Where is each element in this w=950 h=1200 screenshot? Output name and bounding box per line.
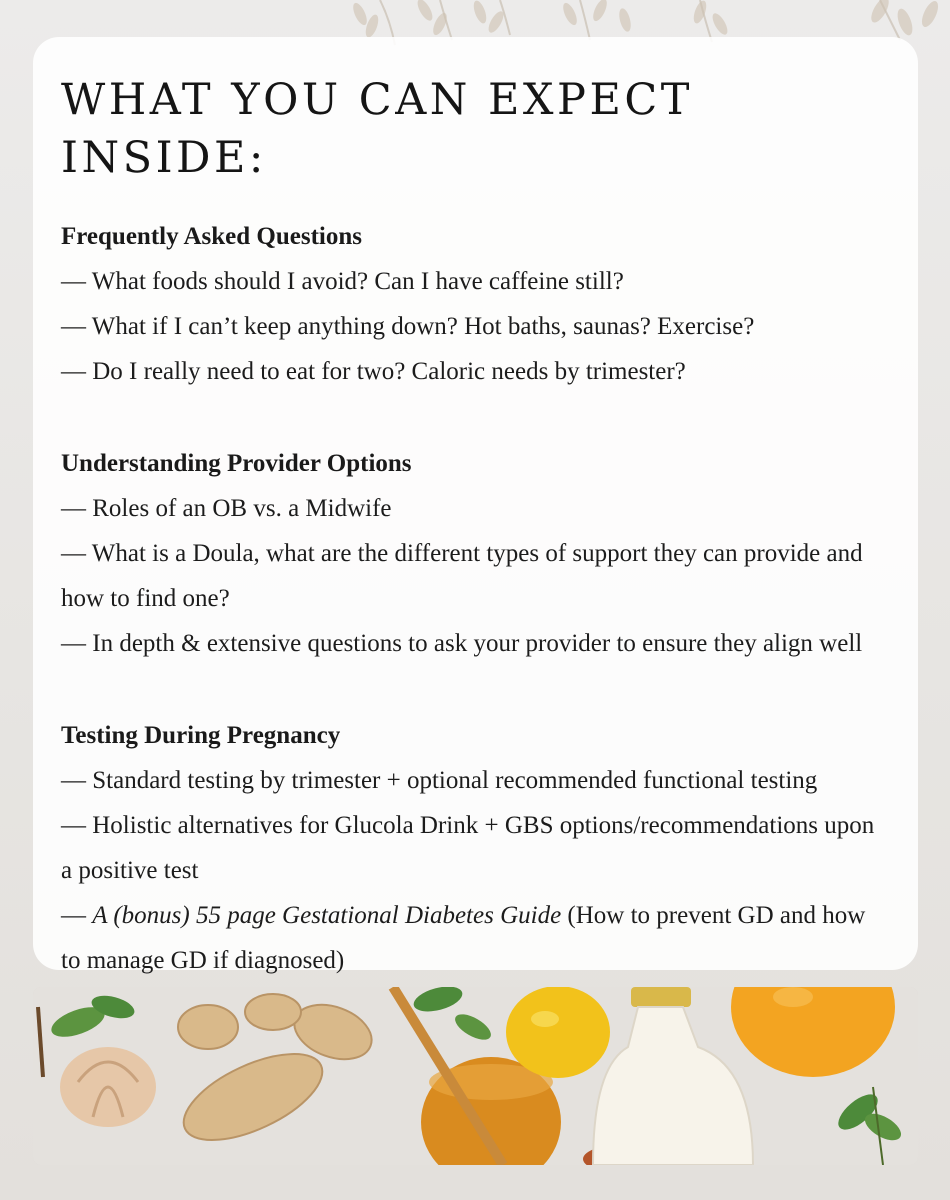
list-item: — What is a Doula, what are the different types of support they can provide and how to find one?: [61, 540, 863, 612]
content-card: [33, 37, 918, 974]
section-heading: Testing During Pregnancy: [61, 722, 341, 749]
bonus-prefix: —: [61, 902, 93, 929]
page-title: WHAT YOU CAN EXPECT INSIDE:: [61, 75, 693, 183]
list-item: — Holistic alternatives for Glucola Drink + GBS options/recommendations upon a positive test: [61, 812, 875, 884]
list-item: — What if I can’t keep anything down? Hot baths, saunas? Exercise?: [61, 313, 755, 340]
ingredients-photo: [33, 987, 918, 1165]
section-heading: Frequently Asked Questions: [61, 223, 362, 250]
list-item: — Roles of an OB vs. a Midwife: [61, 495, 392, 522]
list-item: — In depth & extensive questions to ask your provider to ensure they align well: [61, 630, 863, 657]
list-item: — Do I really need to eat for two? Caloric needs by trimester?: [61, 358, 686, 385]
bonus-suffix: (How to prevent GD and how to manage GD if diagnosed): [61, 902, 866, 974]
section-faq: [61, 215, 890, 394]
section-heading: Understanding Provider Options: [61, 450, 412, 477]
list-item: — Standard testing by trimester + optional recommended functional testing: [61, 767, 818, 794]
bonus-list-item: [61, 893, 890, 983]
bonus-guide-title: A (bonus) 55 page Gestational Diabetes Guide: [92, 902, 562, 929]
lemon-icon: [506, 987, 610, 1078]
section-provider-options: [61, 442, 890, 666]
ginger-honey-lemon-photo-illustration: [33, 987, 918, 1165]
list-item: — What foods should I avoid? Can I have caffeine still?: [61, 268, 624, 295]
section-testing: [61, 714, 890, 983]
